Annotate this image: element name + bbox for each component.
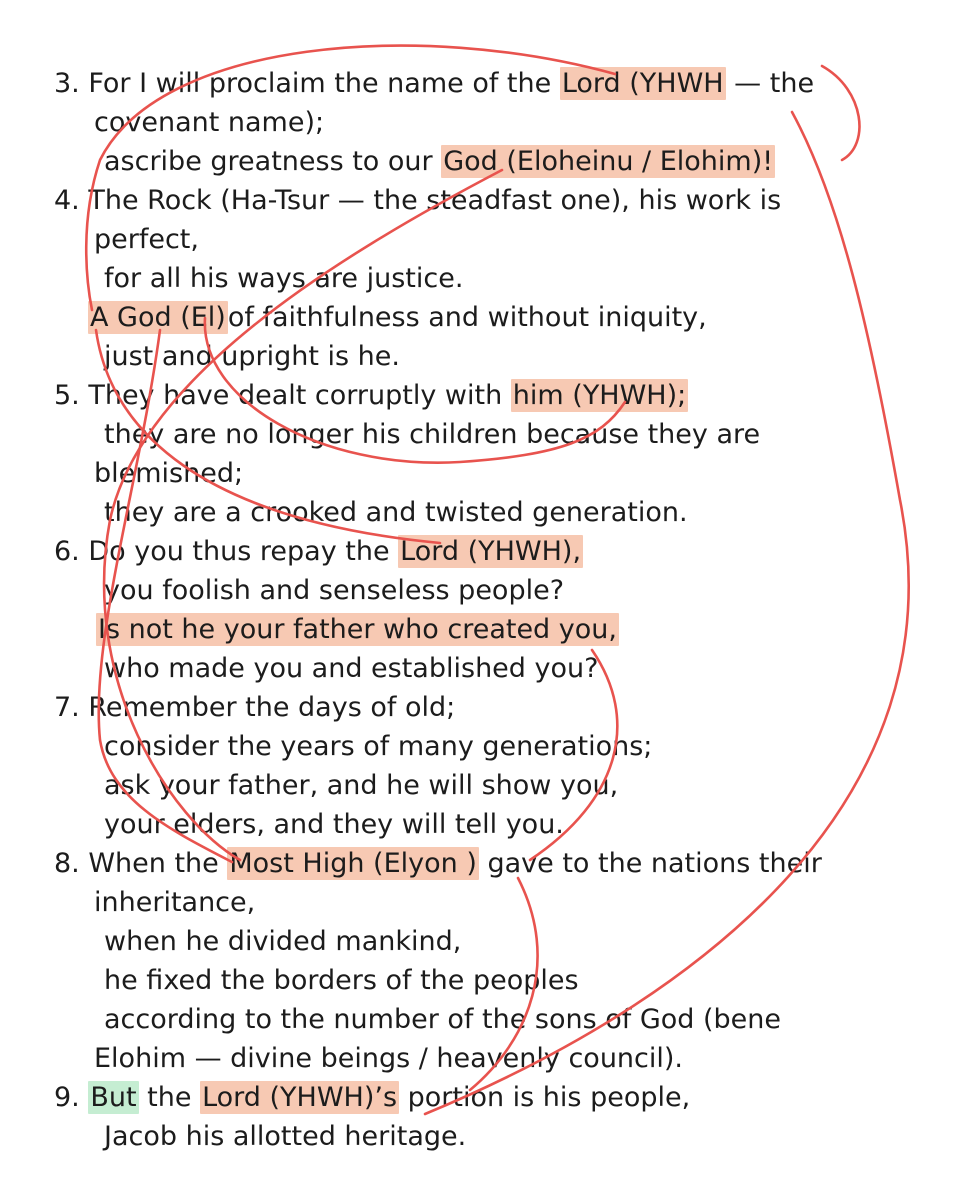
text: ascribe greatness to our: [104, 146, 442, 177]
verse-9-line-2: [104, 1119, 466, 1155]
text: they are no longer his children because they are: [104, 419, 761, 450]
verse-5-line-2: [104, 417, 760, 453]
verse-7-line-4: [104, 807, 564, 843]
verse-4-line-1: [54, 183, 781, 219]
text: portion is his people,: [399, 1082, 691, 1113]
verse-4-line-2: [94, 222, 199, 258]
verse-6-line-3: [96, 612, 619, 648]
text: when he divided mankind,: [104, 926, 462, 957]
text: Elohim — divine beings / heavenly council).: [94, 1043, 684, 1074]
text: consider the years of many generations;: [104, 731, 653, 762]
text: 3. For I will proclaim the name of the: [54, 68, 560, 99]
text: your elders, and they will tell you.: [104, 809, 564, 840]
verse-4-line-5: [104, 339, 400, 375]
highlight-but: But: [90, 1082, 137, 1113]
text: gave to the nations their: [478, 848, 822, 879]
highlight-a-god-el: A God (El): [90, 302, 226, 333]
text: 7. Remember the days of old;: [54, 692, 456, 723]
highlight-father-created: Is not he your father who created you,: [98, 614, 617, 645]
highlight-lord-yhwh-2: Lord (YHWH),: [400, 536, 582, 567]
verse-5-line-3: [94, 456, 243, 492]
text: perfect,: [94, 224, 199, 255]
arrow-lord-to-god-eloheinu: [822, 66, 859, 160]
text: Jacob his allotted heritage.: [104, 1121, 467, 1152]
highlight-lord-yhwh-s: Lord (YHWH)’s: [202, 1082, 398, 1113]
verse-4-line-4: [88, 300, 707, 336]
verse-6-line-2: [104, 573, 564, 609]
text: they are a crooked and twisted generation.: [104, 497, 688, 528]
verse-5-line-1: [54, 378, 688, 414]
verse-6-line-1: [54, 534, 583, 570]
verse-6-line-4: [104, 651, 598, 687]
verse-4-line-3: [104, 261, 463, 297]
verse-3-line-1: [54, 66, 814, 102]
text: — the: [725, 68, 815, 99]
text: you foolish and senseless people?: [104, 575, 565, 606]
highlight-god-eloheinu: God (Eloheinu / Elohim)!: [443, 146, 774, 177]
verse-8-line-4: [104, 963, 579, 999]
verse-8-line-5: [104, 1002, 781, 1038]
verse-5-line-4: [104, 495, 688, 531]
text: 8. When the: [54, 848, 228, 879]
text: 5. They have dealt corruptly with: [54, 380, 511, 411]
text: he fixed the borders of the peoples: [104, 965, 579, 996]
text: 4. The Rock (Ha-Tsur — the steadfast one), his work is: [54, 185, 782, 216]
verse-8-line-1: [54, 846, 822, 882]
text: for all his ways are justice.: [104, 263, 464, 294]
verse-9-line-1: [54, 1080, 690, 1116]
verse-7-line-3: [104, 768, 618, 804]
text: of faithfulness and without iniquity,: [227, 302, 707, 333]
verse-7-line-1: [54, 690, 455, 726]
text: inheritance,: [94, 887, 256, 918]
verse-8-line-2: [94, 885, 255, 921]
verse-8-line-6: [94, 1041, 683, 1077]
text: just and upright is he.: [104, 341, 400, 372]
text: covenant name);: [94, 107, 325, 138]
verse-3-line-2: [94, 105, 324, 141]
text: blemished;: [94, 458, 244, 489]
text: ask your father, and he will show you,: [104, 770, 619, 801]
highlight-lord-yhwh: Lord (YHWH: [561, 68, 724, 99]
text: according to the number of the sons of God (bene: [104, 1004, 782, 1035]
verse-8-line-3: [104, 924, 461, 960]
text: 9.: [54, 1082, 89, 1113]
highlight-him-yhwh: him (YHWH);: [512, 380, 687, 411]
verse-7-line-2: [104, 729, 652, 765]
text: 6. Do you thus repay the: [54, 536, 399, 567]
highlight-most-high-elyon: Most High (Elyon ): [229, 848, 477, 879]
text: the: [138, 1082, 201, 1113]
verse-3-line-3: [104, 144, 775, 180]
text: who made you and established you?: [104, 653, 599, 684]
